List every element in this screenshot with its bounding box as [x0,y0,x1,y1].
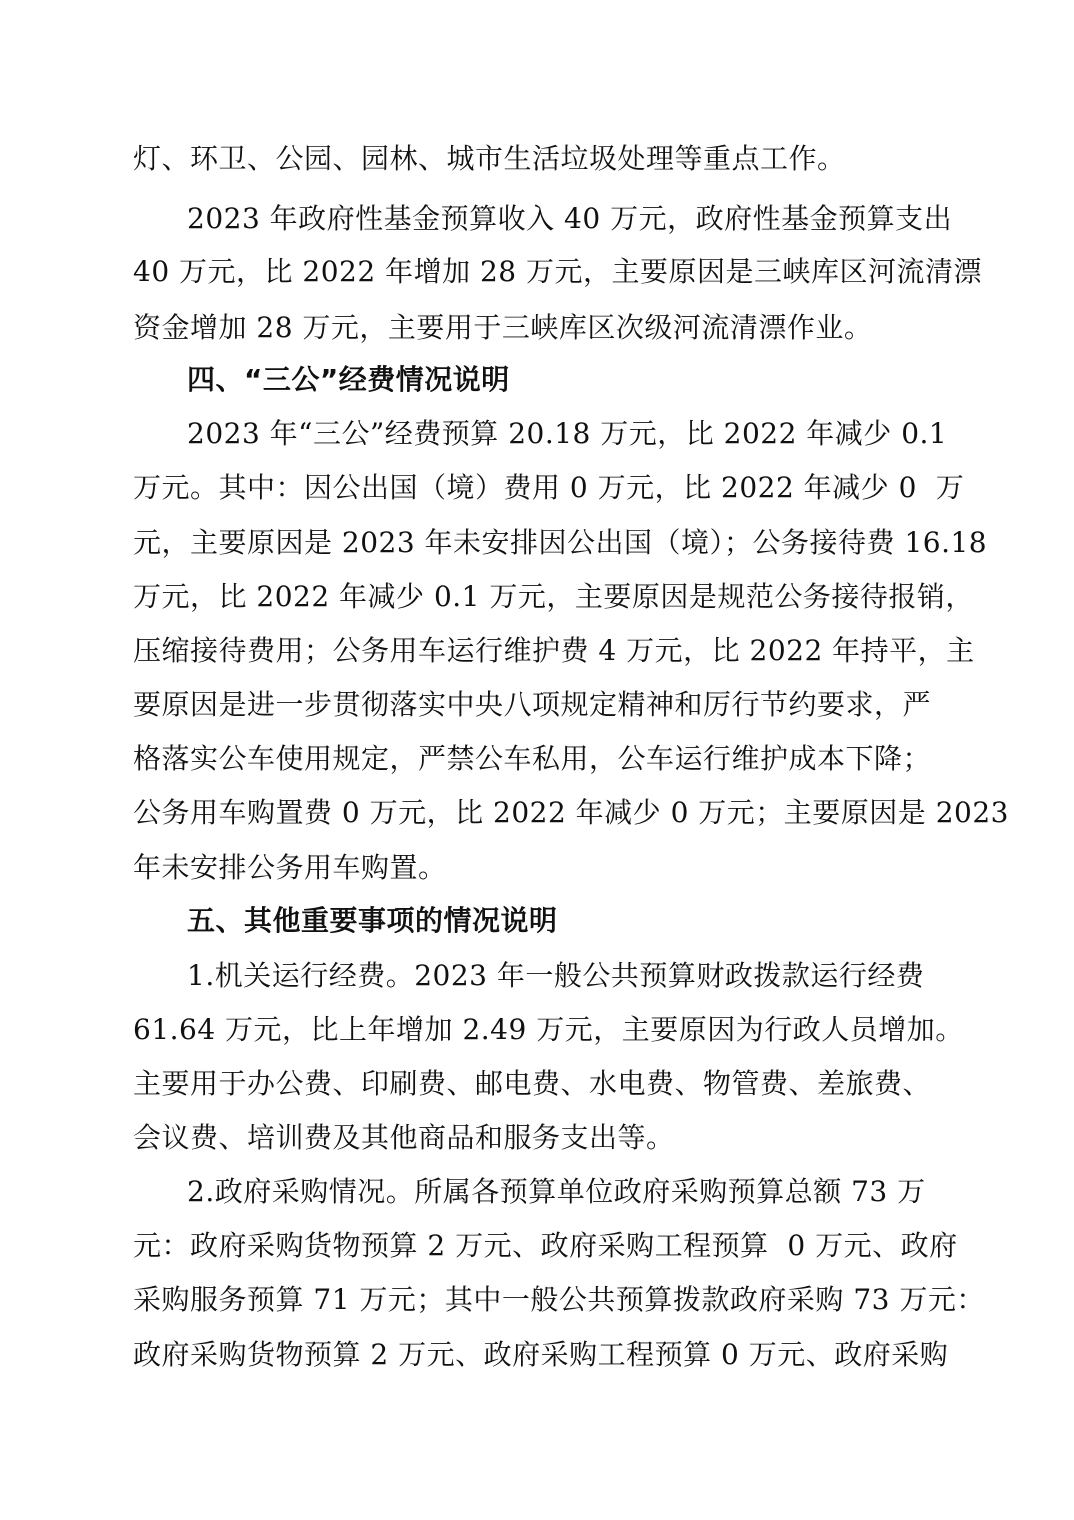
text-line: 元，主要原因是 2023 年未安排因公出国（境）；公务接待费 16.18 [133,526,988,559]
text-line: 资金增加 28 万元，主要用于三峡库区次级河流清漂作业。 [133,311,873,344]
text-line: 灯、环卫、公园、园林、城市生活垃圾处理等重点工作。 [133,142,846,175]
text-line: 2023 年政府性基金预算收入 40 万元，政府性基金预算支出 [187,202,953,235]
section-heading-four: 四、“三公”经费情况说明 [187,363,510,396]
text-line: 格落实公车使用规定，严禁公车私用，公车运行维护成本下降； [133,742,932,775]
section-heading-five: 五、其他重要事项的情况说明 [187,904,558,937]
text-line: 压缩接待费用；公务用车运行维护费 4 万元，比 2022 年持平，主 [133,634,975,667]
text-line: 61.64 万元，比上年增加 2.49 万元，主要原因为行政人员增加。 [133,1013,964,1046]
text-line: 万元，比 2022 年减少 0.1 万元，主要原因是规范公务接待报销， [133,580,974,613]
text-line: 2023 年“三公”经费预算 20.18 万元，比 2022 年减少 0.1 [187,417,948,450]
text-line: 40 万元，比 2022 年增加 28 万元，主要原因是三峡库区河流清漂 [133,255,983,288]
text-line: 会议费、培训费及其他商品和服务支出等。 [133,1121,675,1154]
text-line: 公务用车购置费 0 万元，比 2022 年减少 0 万元；主要原因是 2023 [133,796,1009,829]
text-line: 元：政府采购货物预算 2 万元、政府采购工程预算 0 万元、政府 [133,1229,958,1262]
text-line: 万元。其中：因公出国（境）费用 0 万元，比 2022 年减少 0 万 [133,471,965,504]
text-line: 年未安排公务用车购置。 [133,851,447,884]
text-line: 政府采购货物预算 2 万元、政府采购工程预算 0 万元、政府采购 [133,1338,949,1371]
text-line: 1.机关运行经费。2023 年一般公共预算财政拨款运行经费 [187,959,925,992]
text-line: 要原因是进一步贯彻落实中央八项规定精神和厉行节约要求，严 [133,688,932,721]
text-line: 2.政府采购情况。所属各预算单位政府采购预算总额 73 万 [187,1175,926,1208]
text-line: 采购服务预算 71 万元；其中一般公共预算拨款政府采购 73 万元： [133,1283,985,1316]
text-line: 主要用于办公费、印刷费、邮电费、水电费、物管费、差旅费、 [133,1067,932,1100]
